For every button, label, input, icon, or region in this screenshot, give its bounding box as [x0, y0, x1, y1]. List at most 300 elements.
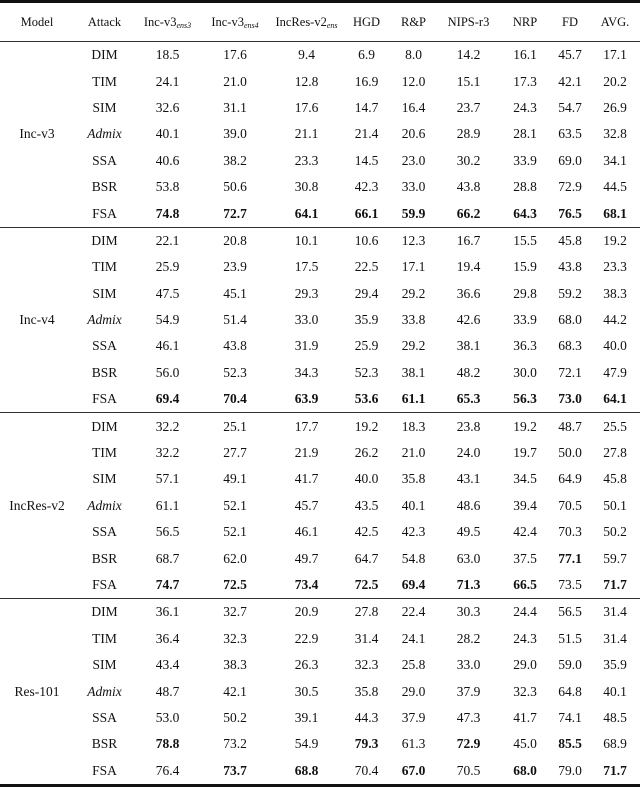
value-cell: 15.1	[456, 73, 481, 89]
value-cell: 65.3	[437, 386, 500, 413]
value-cell: 56.5	[155, 524, 180, 540]
attack-name: SIM	[92, 471, 117, 487]
table-body	[0, 42, 640, 786]
value-cell: 33.0	[401, 179, 426, 195]
value-cell: 20.9	[294, 604, 319, 620]
attack-name: SSA	[92, 338, 117, 354]
value-cell: 52.1	[223, 524, 247, 540]
value-cell: 16.1	[513, 47, 537, 63]
value-cell: 74.8	[135, 200, 200, 227]
value-cell: 48.5	[603, 709, 627, 725]
value-cell: 39.4	[513, 497, 537, 513]
value-cell: 20.8	[223, 232, 247, 248]
value-cell: 59.2	[558, 285, 582, 301]
value-cell: 50.1	[603, 497, 627, 513]
column-header-label: NRP	[512, 14, 538, 29]
column-header-label: HGD	[352, 14, 381, 29]
value-cell: 28.9	[456, 126, 481, 142]
value-cell: 56.0	[155, 364, 180, 380]
value-cell: 54.9	[155, 312, 180, 328]
value-cell: 20.2	[603, 73, 627, 89]
value-cell: 59.9	[390, 200, 437, 227]
value-cell: 45.1	[223, 285, 247, 301]
value-cell: 40.0	[354, 471, 379, 487]
model-name: Inc-v3	[0, 42, 74, 228]
table-row	[0, 254, 640, 280]
attack-name: Admix	[87, 312, 122, 328]
value-cell: 10.6	[354, 232, 379, 248]
column-header	[74, 2, 135, 42]
value-cell: 48.7	[558, 418, 582, 434]
value-cell: 12.0	[401, 73, 426, 89]
table-row	[0, 360, 640, 386]
value-cell: 79.0	[558, 762, 582, 778]
value-cell: 23.3	[603, 259, 627, 275]
value-cell: 42.1	[223, 683, 247, 699]
column-header	[135, 2, 200, 42]
value-cell: 68.3	[558, 338, 582, 354]
value-cell: 54.9	[294, 736, 319, 752]
value-cell: 76.4	[155, 762, 180, 778]
value-cell: 40.1	[401, 497, 426, 513]
value-cell: 29.4	[354, 285, 379, 301]
value-cell: 73.7	[223, 762, 247, 778]
value-cell: 38.1	[401, 364, 426, 380]
column-header	[390, 2, 437, 42]
value-cell: 32.3	[354, 657, 379, 673]
value-cell: 70.3	[558, 524, 582, 540]
table-row	[0, 466, 640, 492]
attack-name: TIM	[92, 259, 117, 275]
value-cell: 29.8	[513, 285, 537, 301]
value-cell: 15.5	[513, 232, 537, 248]
attack-name: SSA	[92, 524, 117, 540]
value-cell: 77.1	[558, 550, 582, 566]
value-cell: 38.2	[223, 152, 247, 168]
value-cell: 14.2	[456, 47, 481, 63]
value-cell: 23.9	[223, 259, 247, 275]
table-row	[0, 440, 640, 466]
value-cell: 68.0	[558, 312, 582, 328]
column-header	[437, 2, 500, 42]
value-cell: 51.4	[223, 312, 247, 328]
attack-name: TIM	[92, 445, 117, 461]
value-cell: 68.9	[603, 736, 627, 752]
value-cell: 61.3	[401, 736, 426, 752]
value-cell: 59.0	[558, 657, 582, 673]
value-cell: 70.4	[200, 386, 270, 413]
value-cell: 72.9	[558, 179, 582, 195]
table-row	[0, 386, 640, 413]
value-cell: 27.8	[354, 604, 379, 620]
value-cell: 10.1	[294, 232, 319, 248]
value-cell: 24.4	[513, 604, 537, 620]
value-cell: 63.0	[456, 550, 481, 566]
column-header	[270, 2, 343, 42]
value-cell: 67.0	[401, 762, 426, 778]
value-cell: 73.0	[550, 386, 590, 413]
attack-name: FSA	[92, 762, 117, 778]
value-cell: 37.9	[401, 709, 426, 725]
value-cell: 14.5	[354, 152, 379, 168]
value-cell: 34.3	[294, 364, 319, 380]
value-cell: 46.1	[294, 524, 319, 540]
value-cell: 36.6	[456, 285, 481, 301]
value-cell: 43.5	[354, 497, 379, 513]
value-cell: 71.3	[437, 572, 500, 599]
value-cell: 31.1	[223, 99, 247, 115]
value-cell: 40.1	[155, 126, 180, 142]
attack-name: Admix	[87, 497, 122, 513]
value-cell: 72.1	[558, 364, 582, 380]
value-cell: 18.3	[401, 418, 426, 434]
value-cell: 14.7	[354, 99, 379, 115]
value-cell: 21.9	[294, 445, 319, 461]
value-cell: 36.4	[155, 630, 180, 646]
value-cell: 35.9	[354, 312, 379, 328]
value-cell: 24.3	[513, 99, 537, 115]
value-cell: 71.7	[603, 762, 627, 778]
value-cell: 34.1	[603, 152, 627, 168]
value-cell: 28.2	[456, 630, 481, 646]
value-cell: 22.4	[401, 604, 426, 620]
value-cell: 45.7	[558, 47, 582, 63]
value-cell: 72.5	[200, 572, 270, 599]
value-cell: 69.4	[390, 572, 437, 599]
table-row	[0, 678, 640, 704]
table-row	[0, 307, 640, 333]
value-cell: 73.4	[270, 572, 343, 599]
value-cell: 31.4	[603, 604, 627, 620]
value-cell: 17.3	[513, 73, 537, 89]
value-cell: 25.5	[603, 418, 627, 434]
value-cell: 19.7	[513, 445, 537, 461]
value-cell: 29.0	[513, 657, 537, 673]
value-cell: 33.0	[456, 657, 481, 673]
value-cell: 54.7	[558, 99, 582, 115]
column-header	[200, 2, 270, 42]
value-cell: 24.1	[155, 73, 180, 89]
value-cell: 17.7	[294, 418, 319, 434]
value-cell: 17.1	[603, 47, 627, 63]
value-cell: 36.3	[513, 338, 537, 354]
value-cell: 29.3	[294, 285, 319, 301]
value-cell: 17.6	[294, 99, 319, 115]
value-cell: 48.7	[155, 683, 180, 699]
value-cell: 8.0	[405, 47, 422, 63]
value-cell: 29.0	[401, 683, 426, 699]
attack-name: SSA	[92, 709, 117, 725]
value-cell: 33.9	[513, 312, 537, 328]
table-row	[0, 95, 640, 121]
value-cell: 32.8	[603, 126, 627, 142]
value-cell: 72.7	[200, 200, 270, 227]
value-cell: 44.3	[354, 709, 379, 725]
table-row	[0, 599, 640, 626]
value-cell: 16.9	[354, 73, 379, 89]
value-cell: 28.8	[513, 179, 537, 195]
value-cell: 70.5	[558, 497, 582, 513]
value-cell: 44.2	[603, 312, 627, 328]
value-cell: 50.0	[558, 445, 582, 461]
value-cell: 61.1	[390, 386, 437, 413]
value-cell: 38.3	[603, 285, 627, 301]
value-cell: 41.7	[513, 709, 537, 725]
attack-name: BSR	[91, 179, 118, 195]
value-cell: 32.3	[223, 630, 247, 646]
value-cell: 12.3	[401, 232, 426, 248]
value-cell: 47.5	[155, 285, 180, 301]
value-cell: 30.2	[456, 152, 481, 168]
value-cell: 43.8	[456, 179, 481, 195]
value-cell: 29.2	[401, 338, 426, 354]
value-cell: 30.5	[294, 683, 319, 699]
table-row	[0, 333, 640, 359]
value-cell: 43.8	[223, 338, 247, 354]
value-cell: 31.4	[354, 630, 379, 646]
value-cell: 72.9	[456, 736, 481, 752]
column-header-subscript: ens4	[243, 20, 259, 30]
value-cell: 43.1	[456, 471, 481, 487]
value-cell: 64.1	[270, 200, 343, 227]
value-cell: 64.8	[558, 683, 582, 699]
table-row	[0, 493, 640, 519]
value-cell: 68.7	[155, 550, 180, 566]
value-cell: 25.8	[401, 657, 426, 673]
value-cell: 17.5	[294, 259, 319, 275]
value-cell: 73.2	[223, 736, 247, 752]
value-cell: 42.3	[401, 524, 426, 540]
value-cell: 32.2	[155, 445, 180, 461]
value-cell: 29.2	[401, 285, 426, 301]
value-cell: 66.1	[343, 200, 390, 227]
value-cell: 43.8	[558, 259, 582, 275]
value-cell: 53.6	[343, 386, 390, 413]
value-cell: 28.1	[513, 126, 537, 142]
attack-name: Admix	[87, 126, 122, 142]
value-cell: 16.7	[456, 232, 481, 248]
value-cell: 85.5	[558, 736, 582, 752]
value-cell: 19.2	[513, 418, 537, 434]
table-row	[0, 572, 640, 599]
value-cell: 24.3	[513, 630, 537, 646]
value-cell: 59.7	[603, 550, 627, 566]
value-cell: 45.7	[294, 497, 319, 513]
attack-name: SIM	[92, 285, 117, 301]
column-header-label: FD	[562, 14, 578, 29]
value-cell: 50.6	[223, 179, 247, 195]
value-cell: 49.1	[223, 471, 247, 487]
attack-name: TIM	[92, 73, 117, 89]
value-cell: 22.5	[354, 259, 379, 275]
value-cell: 33.8	[401, 312, 426, 328]
value-cell: 23.8	[456, 418, 481, 434]
value-cell: 38.1	[456, 338, 481, 354]
value-cell: 45.0	[513, 736, 537, 752]
attack-name: SSA	[92, 152, 117, 168]
value-cell: 23.0	[401, 152, 426, 168]
value-cell: 71.7	[590, 572, 640, 599]
value-cell: 17.6	[223, 47, 247, 63]
value-cell: 19.4	[456, 259, 481, 275]
value-cell: 68.0	[513, 762, 537, 778]
value-cell: 21.0	[223, 73, 247, 89]
value-cell: 57.1	[155, 471, 180, 487]
value-cell: 15.9	[513, 259, 537, 275]
value-cell: 39.1	[294, 709, 319, 725]
value-cell: 35.8	[401, 471, 426, 487]
value-cell: 37.9	[456, 683, 481, 699]
table-row	[0, 758, 640, 786]
value-cell: 44.5	[603, 179, 627, 195]
header-row	[0, 2, 640, 42]
column-header-label: Model	[20, 14, 54, 29]
attack-name: DIM	[91, 604, 118, 620]
value-cell: 37.5	[513, 550, 537, 566]
column-header	[500, 2, 550, 42]
column-header	[343, 2, 390, 42]
table-row	[0, 705, 640, 731]
value-cell: 22.9	[294, 630, 319, 646]
value-cell: 73.5	[550, 572, 590, 599]
value-cell: 22.1	[155, 232, 180, 248]
value-cell: 45.8	[603, 471, 627, 487]
value-cell: 9.4	[298, 47, 315, 63]
attack-name: DIM	[91, 418, 118, 434]
value-cell: 19.2	[354, 418, 379, 434]
value-cell: 41.7	[294, 471, 319, 487]
value-cell: 62.0	[223, 550, 247, 566]
value-cell: 78.8	[155, 736, 180, 752]
column-header-subscript: ens3	[176, 20, 192, 30]
table-row	[0, 121, 640, 147]
value-cell: 46.1	[155, 338, 180, 354]
value-cell: 42.1	[558, 73, 582, 89]
value-cell: 39.0	[223, 126, 247, 142]
column-header	[550, 2, 590, 42]
model-name: Res-101	[14, 683, 60, 699]
value-cell: 56.5	[558, 604, 582, 620]
attack-name: DIM	[91, 232, 118, 248]
value-cell: 32.6	[155, 99, 180, 115]
attack-name: SIM	[92, 657, 117, 673]
table-row	[0, 68, 640, 94]
value-cell: 31.9	[294, 338, 319, 354]
table-row	[0, 281, 640, 307]
value-cell: 42.3	[354, 179, 379, 195]
value-cell: 25.9	[354, 338, 379, 354]
value-cell: 42.4	[513, 524, 537, 540]
table-row	[0, 626, 640, 652]
column-header-label: Inc-v3	[143, 14, 177, 29]
attack-name: FSA	[74, 386, 135, 413]
value-cell: 31.4	[603, 630, 627, 646]
value-cell: 70.5	[456, 762, 481, 778]
value-cell: 49.5	[456, 524, 481, 540]
value-cell: 20.6	[401, 126, 426, 142]
value-cell: 64.1	[590, 386, 640, 413]
value-cell: 40.6	[155, 152, 180, 168]
value-cell: 24.0	[456, 445, 481, 461]
value-cell: 21.1	[294, 126, 319, 142]
attack-name: FSA	[74, 572, 135, 599]
table-row	[0, 174, 640, 200]
value-cell: 30.8	[294, 179, 319, 195]
value-cell: 68.8	[294, 762, 319, 778]
value-cell: 32.7	[223, 604, 247, 620]
value-cell: 12.8	[294, 73, 319, 89]
value-cell: 51.5	[558, 630, 582, 646]
value-cell: 52.3	[354, 364, 379, 380]
model-name: Inc-v4	[0, 227, 74, 413]
column-header-subscript: ens	[326, 20, 338, 30]
value-cell: 50.2	[223, 709, 247, 725]
column-header	[590, 2, 640, 42]
value-cell: 66.2	[437, 200, 500, 227]
value-cell: 43.4	[155, 657, 180, 673]
value-cell: 56.3	[500, 386, 550, 413]
value-cell: 33.9	[513, 152, 537, 168]
value-cell: 47.9	[603, 364, 627, 380]
column-header-label: Attack	[87, 14, 122, 29]
value-cell: 19.2	[603, 232, 627, 248]
value-cell: 26.9	[603, 99, 627, 115]
table-row	[0, 42, 640, 69]
value-cell: 64.9	[558, 471, 582, 487]
attack-name: FSA	[74, 200, 135, 227]
value-cell: 50.2	[603, 524, 627, 540]
attack-name: Admix	[87, 683, 122, 699]
attack-name: BSR	[91, 736, 118, 752]
column-header-label: R&P	[400, 14, 426, 29]
value-cell: 32.3	[513, 683, 537, 699]
value-cell: 35.9	[603, 657, 627, 673]
value-cell: 16.4	[401, 99, 426, 115]
table-row	[0, 519, 640, 545]
column-header	[0, 2, 74, 42]
value-cell: 26.3	[294, 657, 319, 673]
value-cell: 48.2	[456, 364, 481, 380]
value-cell: 66.5	[500, 572, 550, 599]
value-cell: 76.5	[550, 200, 590, 227]
value-cell: 61.1	[155, 497, 180, 513]
attack-name: SIM	[92, 99, 117, 115]
value-cell: 23.7	[456, 99, 481, 115]
attack-name: TIM	[92, 630, 117, 646]
value-cell: 48.6	[456, 497, 481, 513]
value-cell: 64.7	[354, 550, 379, 566]
value-cell: 25.9	[155, 259, 180, 275]
value-cell: 63.5	[558, 126, 582, 142]
value-cell: 30.3	[456, 604, 481, 620]
value-cell: 79.3	[354, 736, 379, 752]
table-row	[0, 200, 640, 227]
value-cell: 32.2	[155, 418, 180, 434]
table-row	[0, 652, 640, 678]
value-cell: 63.9	[270, 386, 343, 413]
value-cell: 53.8	[155, 179, 180, 195]
table-row	[0, 227, 640, 254]
column-header-label: NIPS-r3	[447, 14, 490, 29]
value-cell: 18.5	[155, 47, 180, 63]
value-cell: 69.0	[558, 152, 582, 168]
value-cell: 40.0	[603, 338, 627, 354]
value-cell: 74.7	[135, 572, 200, 599]
value-cell: 30.0	[513, 364, 537, 380]
column-header-label: IncRes-v2	[275, 14, 327, 29]
column-header-label: Inc-v3	[211, 14, 244, 29]
value-cell: 54.8	[401, 550, 426, 566]
